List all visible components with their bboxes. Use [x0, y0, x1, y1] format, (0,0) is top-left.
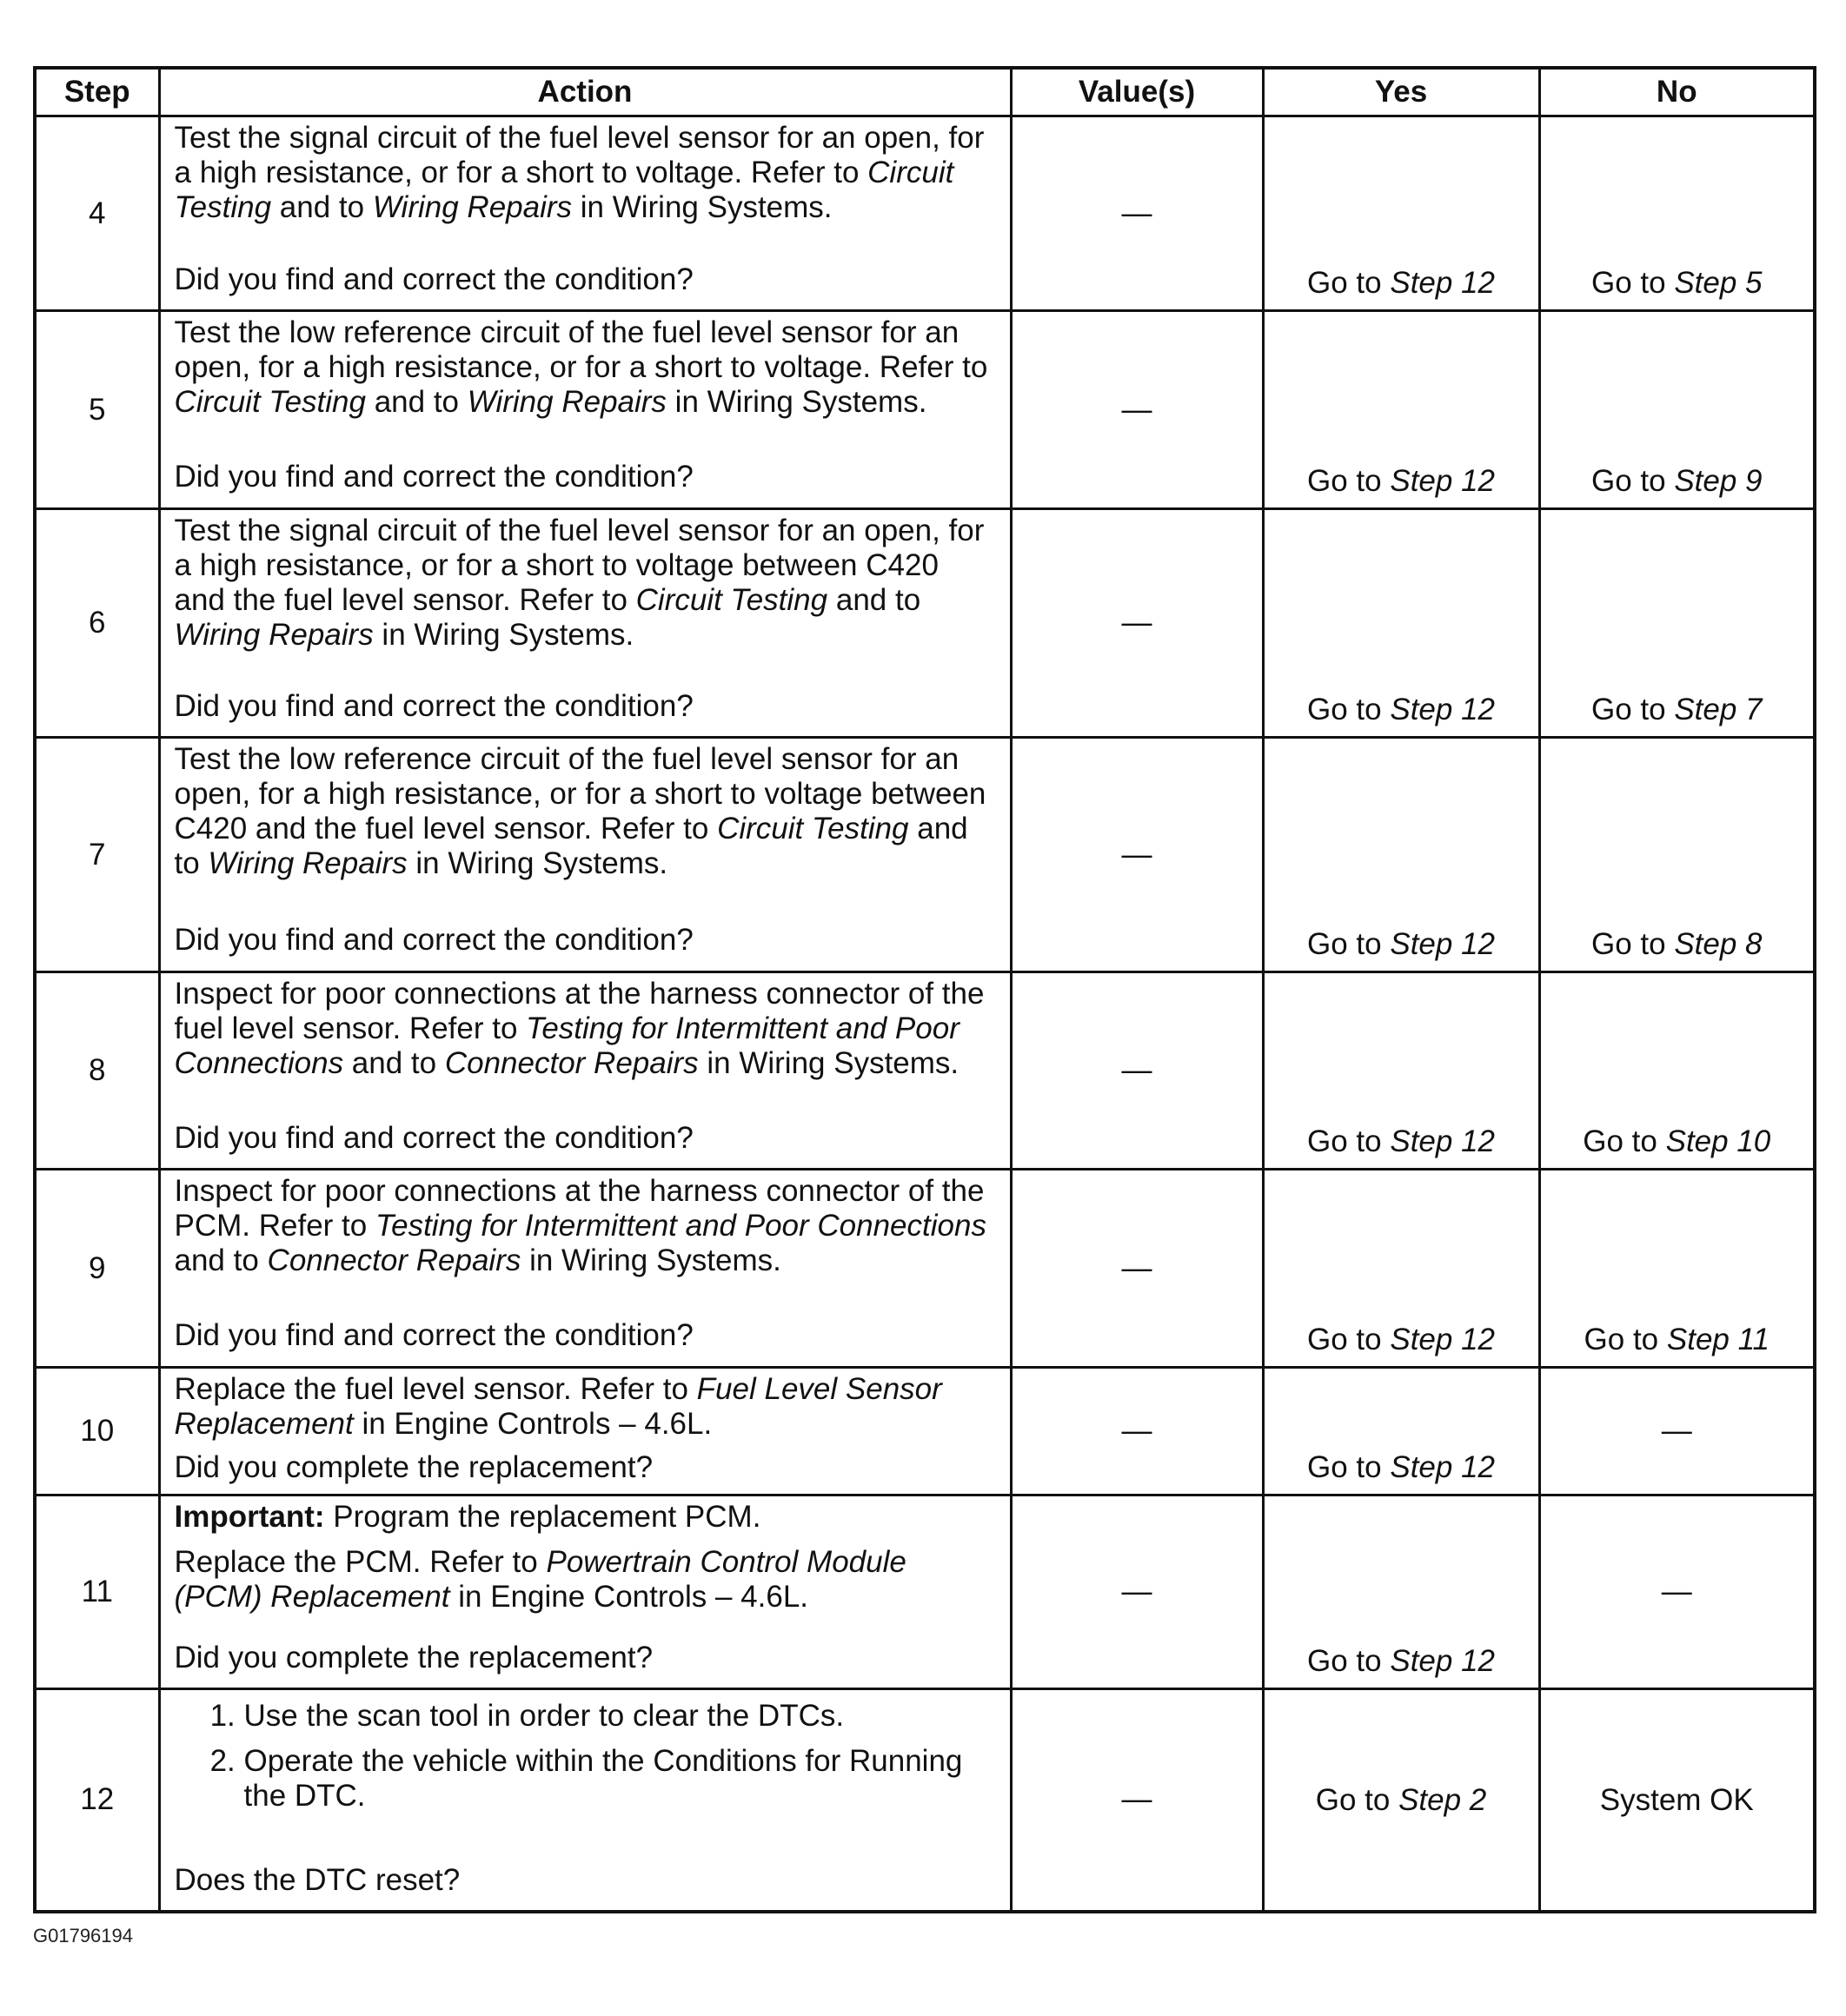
action-cell	[159, 508, 1011, 738]
action-text	[175, 977, 996, 1081]
header-action: Action	[159, 68, 1011, 116]
value-cell: —	[1011, 738, 1263, 972]
value-cell: —	[1011, 1495, 1263, 1688]
no-cell	[1539, 116, 1815, 311]
no-step-link: Step 11	[1666, 1322, 1770, 1356]
no-prefix: Go to	[1590, 693, 1666, 727]
no-cell: —	[1539, 1367, 1815, 1495]
step-number: 11	[35, 1495, 159, 1688]
no-prefix: Go to	[1590, 926, 1666, 961]
substep-list	[175, 1699, 996, 1814]
yes-cell	[1263, 508, 1539, 738]
step-number: 5	[35, 311, 159, 508]
yes-cell	[1263, 738, 1539, 972]
yes-step-link: Step 12	[1390, 926, 1495, 961]
no-cell	[1539, 738, 1815, 972]
yes-step-link: Step 2	[1398, 1782, 1487, 1817]
yes-cell	[1263, 1367, 1539, 1495]
header-yes: Yes	[1263, 68, 1539, 116]
step-number: 10	[35, 1367, 159, 1495]
action-question: Did you find and correct the condition?	[174, 1120, 694, 1155]
action-cell	[159, 116, 1011, 311]
no-cell	[1539, 972, 1815, 1169]
action-text	[175, 315, 996, 420]
action-question: Did you find and correct the condition?	[174, 923, 694, 958]
no-cell: —	[1539, 1495, 1815, 1688]
action-question: Did you find and correct the condition?	[174, 460, 694, 494]
step-number: 9	[35, 1170, 159, 1367]
no-prefix: Go to	[1583, 1124, 1657, 1159]
substep-item: 1. Use the scan tool in order to clear the DTCs.	[244, 1699, 996, 1734]
step-number: 6	[35, 508, 159, 738]
table-row	[35, 311, 1815, 508]
action-cell	[159, 1688, 1011, 1912]
no-step-link: Step 8	[1674, 926, 1763, 961]
yes-prefix: Go to	[1315, 1782, 1391, 1817]
action-instruction: Inspect for poor connections at the harness connector of the fuel level sensor. Refer to Testing for Intermittent and Poor Connections and to Connector Repairs in Wiring Systems.	[174, 976, 985, 1080]
action-question: Did you find and correct the condition?	[174, 688, 694, 723]
action-text	[175, 1694, 996, 1824]
table-row	[35, 1367, 1815, 1495]
action-question: Did you complete the replacement?	[174, 1449, 654, 1484]
figure-code: G01796194	[33, 1925, 133, 1946]
no-prefix: Go to	[1590, 266, 1666, 301]
yes-prefix: Go to	[1307, 1643, 1382, 1678]
action-text	[175, 1174, 996, 1278]
table-row	[35, 1688, 1815, 1912]
important-text: Program the replacement PCM.	[333, 1499, 761, 1534]
value-cell: —	[1011, 1688, 1263, 1912]
action-question: Did you find and correct the condition?	[174, 262, 694, 296]
yes-cell	[1263, 311, 1539, 508]
table-row	[35, 972, 1815, 1169]
action-instruction: Test the low reference circuit of the fuel level sensor for an open, for a high resistance, or for a short to voltage. Refer to Circuit Testing and to Wiring Repairs in Wiring Systems.	[174, 315, 988, 420]
action-instruction: Inspect for poor connections at the harness connector of the PCM. Refer to Testing for Intermittent and Poor Connections and to Connector Repairs in Wiring Systems.	[174, 1174, 986, 1278]
yes-prefix: Go to	[1307, 926, 1382, 961]
action-question: Did you find and correct the condition?	[174, 1318, 694, 1353]
yes-step-link: Step 12	[1390, 1449, 1495, 1484]
step-number: 4	[35, 116, 159, 311]
step-number: 8	[35, 972, 159, 1169]
table-row	[35, 116, 1815, 311]
action-question: Does the DTC reset?	[174, 1862, 461, 1897]
important-label: Important:	[174, 1499, 325, 1534]
no-step-link: Step 7	[1674, 693, 1763, 727]
yes-step-link: Step 12	[1390, 1643, 1495, 1678]
action-text	[175, 1372, 996, 1442]
yes-prefix: Go to	[1307, 1124, 1382, 1159]
value-cell: —	[1011, 972, 1263, 1169]
value-cell: —	[1011, 1367, 1263, 1495]
value-cell: —	[1011, 1170, 1263, 1367]
action-text	[175, 1500, 996, 1615]
yes-step-link: Step 12	[1390, 693, 1495, 727]
no-prefix: Go to	[1584, 1322, 1659, 1356]
yes-step-link: Step 12	[1390, 266, 1495, 301]
header-step: Step	[35, 68, 159, 116]
value-cell: —	[1011, 508, 1263, 738]
header-values: Value(s)	[1011, 68, 1263, 116]
action-text	[175, 121, 996, 225]
important-note	[175, 1500, 996, 1535]
table-row	[35, 1170, 1815, 1367]
table-row	[35, 508, 1815, 738]
no-cell: System OK	[1539, 1688, 1815, 1912]
yes-prefix: Go to	[1307, 1322, 1382, 1356]
no-step-link: Step 10	[1665, 1124, 1771, 1159]
yes-prefix: Go to	[1307, 693, 1382, 727]
action-question: Did you complete the replacement?	[174, 1640, 654, 1674]
no-cell	[1539, 508, 1815, 738]
step-number: 7	[35, 738, 159, 972]
action-cell	[159, 738, 1011, 972]
yes-step-link: Step 12	[1390, 1322, 1495, 1356]
action-instruction: Test the signal circuit of the fuel level sensor for an open, for a high resistance, or for a short to voltage. Refer to Circuit Testing and to Wiring Repairs in Wiring Systems.	[174, 121, 985, 224]
yes-step-link: Step 12	[1390, 463, 1495, 498]
action-instruction: Replace the PCM. Refer to Powertrain Control Module (PCM) Replacement in Engine Controls – 4.6L.	[174, 1544, 906, 1614]
substep-item: 2. Operate the vehicle within the Conditions for Running the DTC.	[244, 1744, 996, 1814]
table-row	[35, 738, 1815, 972]
action-cell	[159, 1170, 1011, 1367]
action-text	[175, 742, 996, 881]
step-number: 12	[35, 1688, 159, 1912]
no-step-link: Step 9	[1674, 463, 1763, 498]
no-cell	[1539, 311, 1815, 508]
value-cell: —	[1011, 311, 1263, 508]
yes-prefix: Go to	[1307, 463, 1382, 498]
yes-cell	[1263, 972, 1539, 1169]
yes-prefix: Go to	[1307, 1449, 1382, 1484]
action-cell	[159, 1495, 1011, 1688]
action-cell	[159, 311, 1011, 508]
header-no: No	[1539, 68, 1815, 116]
yes-cell	[1263, 1688, 1539, 1912]
action-instruction: Test the signal circuit of the fuel level sensor for an open, for a high resistance, or for a short to voltage between C420 and the fuel level sensor. Refer to Circuit Testing and to Wiring Repairs in Wiring Systems.	[174, 513, 985, 652]
header-row	[35, 68, 1815, 116]
action-text	[175, 514, 996, 653]
no-prefix: Go to	[1590, 463, 1666, 498]
value-cell: —	[1011, 116, 1263, 311]
yes-cell	[1263, 116, 1539, 311]
action-instruction: Replace the fuel level sensor. Refer to Fuel Level Sensor Replacement in Engine Controls – 4.6L.	[174, 1371, 942, 1441]
action-cell	[159, 1367, 1011, 1495]
action-cell	[159, 972, 1011, 1169]
yes-cell	[1263, 1495, 1539, 1688]
action-instruction: Test the low reference circuit of the fuel level sensor for an open, for a high resistance, or for a short to voltage between C420 and the fuel level sensor. Refer to Circuit Testing and to Wiring Repairs in Wiring Systems.	[174, 742, 986, 881]
yes-step-link: Step 12	[1390, 1124, 1495, 1159]
yes-prefix: Go to	[1307, 266, 1382, 301]
diagnostic-table	[33, 66, 1816, 1913]
yes-cell	[1263, 1170, 1539, 1367]
table-row	[35, 1495, 1815, 1688]
no-step-link: Step 5	[1674, 266, 1763, 301]
no-cell	[1539, 1170, 1815, 1367]
